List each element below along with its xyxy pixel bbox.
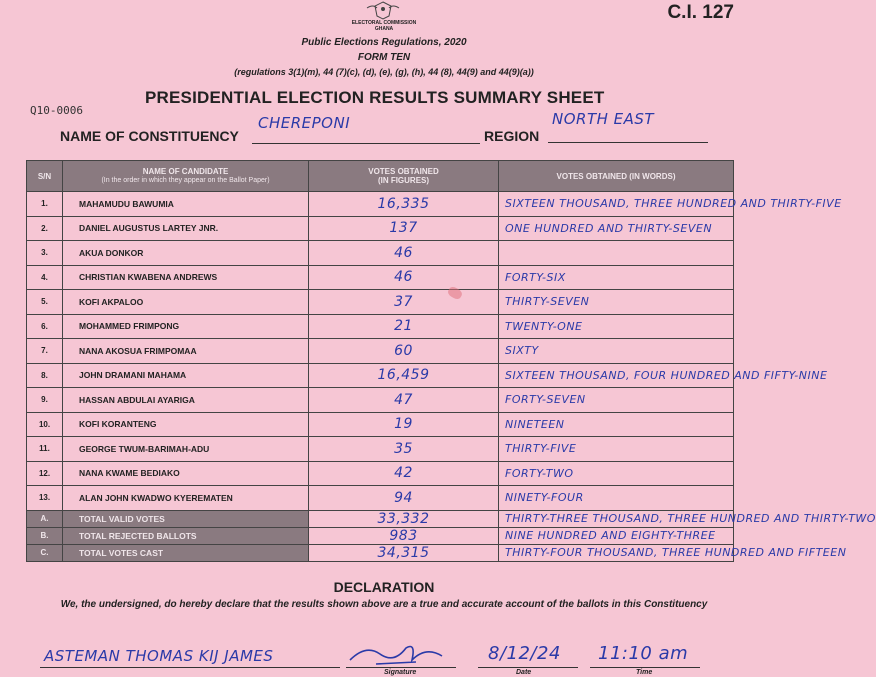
sheet-code: Q10-0006 bbox=[30, 104, 83, 117]
row-sn: 2. bbox=[27, 216, 63, 241]
votes-figures: 46 bbox=[309, 241, 499, 266]
votes-words: NINETY-FOUR bbox=[499, 486, 734, 511]
region-value: NORTH EAST bbox=[552, 110, 655, 128]
signature-label: Signature bbox=[384, 669, 417, 676]
row-sn: A. bbox=[27, 510, 63, 527]
votes-figures: 19 bbox=[309, 412, 499, 437]
total-row bbox=[27, 544, 734, 561]
col-sn: S/N bbox=[27, 161, 63, 192]
results-table bbox=[26, 160, 876, 562]
candidate-name: MAHAMUDU BAWUMIA bbox=[63, 192, 309, 217]
officer-name: ASTEMAN THOMAS KIJ JAMES bbox=[44, 647, 274, 665]
commission-name: ELECTORAL COMMISSION GHANA bbox=[351, 20, 417, 32]
table-row bbox=[27, 192, 734, 217]
row-sn: 12. bbox=[27, 461, 63, 486]
candidate-name: KOFI AKPALOO bbox=[63, 290, 309, 315]
candidate-name: KOFI KORANTENG bbox=[63, 412, 309, 437]
votes-words: FORTY-TWO bbox=[499, 461, 734, 486]
candidate-name: MOHAMMED FRIMPONG bbox=[63, 314, 309, 339]
row-sn: 10. bbox=[27, 412, 63, 437]
col-words: VOTES OBTAINED (IN WORDS) bbox=[499, 161, 734, 192]
table-row bbox=[27, 339, 734, 364]
name-line bbox=[40, 667, 340, 668]
votes-words: THIRTY-THREE THOUSAND, THREE HUNDRED AND THIRTY-TWO bbox=[499, 510, 734, 527]
date-line bbox=[478, 667, 578, 668]
votes-figures: 47 bbox=[309, 388, 499, 413]
candidate-name: TOTAL VOTES CAST bbox=[63, 544, 309, 561]
votes-figures: 983 bbox=[309, 527, 499, 544]
row-sn: 3. bbox=[27, 241, 63, 266]
votes-words: SIXTEEN THOUSAND, FOUR HUNDRED AND FIFTY-NINE bbox=[499, 363, 734, 388]
table-row bbox=[27, 265, 734, 290]
votes-figures: 16,335 bbox=[309, 192, 499, 217]
time-value: 11:10 am bbox=[598, 643, 689, 664]
votes-words: TWENTY-ONE bbox=[499, 314, 734, 339]
candidate-name: AKUA DONKOR bbox=[63, 241, 309, 266]
table-header bbox=[27, 161, 734, 192]
candidate-name: HASSAN ABDULAI AYARIGA bbox=[63, 388, 309, 413]
votes-words: SIXTY bbox=[499, 339, 734, 364]
table-row bbox=[27, 388, 734, 413]
votes-figures: 60 bbox=[309, 339, 499, 364]
row-sn: 4. bbox=[27, 265, 63, 290]
candidate-name: CHRISTIAN KWABENA ANDREWS bbox=[63, 265, 309, 290]
row-sn: B. bbox=[27, 527, 63, 544]
candidate-name: NANA AKOSUA FRIMPOMAA bbox=[63, 339, 309, 364]
row-sn: 8. bbox=[27, 363, 63, 388]
votes-words: THIRTY-FIVE bbox=[499, 437, 734, 462]
candidate-name: NANA KWAME BEDIAKO bbox=[63, 461, 309, 486]
table-row bbox=[27, 216, 734, 241]
votes-words: FORTY-SEVEN bbox=[499, 388, 734, 413]
votes-figures: 34,315 bbox=[309, 544, 499, 561]
votes-figures: 16,459 bbox=[309, 363, 499, 388]
row-sn: 1. bbox=[27, 192, 63, 217]
table-row bbox=[27, 314, 734, 339]
table-row bbox=[27, 412, 734, 437]
votes-words: FORTY-SIX bbox=[499, 265, 734, 290]
row-sn: 6. bbox=[27, 314, 63, 339]
row-sn: 13. bbox=[27, 486, 63, 511]
row-sn: 11. bbox=[27, 437, 63, 462]
candidate-name: GEORGE TWUM-BARIMAH-ADU bbox=[63, 437, 309, 462]
date-label: Date bbox=[516, 669, 532, 676]
votes-words: NINE HUNDRED AND EIGHTY-THREE bbox=[499, 527, 734, 544]
votes-words: ONE HUNDRED AND THIRTY-SEVEN bbox=[499, 216, 734, 241]
ci-number: C.I. 127 bbox=[667, 2, 734, 23]
table-row bbox=[27, 363, 734, 388]
votes-figures: 35 bbox=[309, 437, 499, 462]
votes-figures: 42 bbox=[309, 461, 499, 486]
time-line bbox=[590, 667, 700, 668]
date-value: 8/12/24 bbox=[488, 643, 561, 664]
form-label: FORM TEN bbox=[357, 52, 411, 63]
regulations-reference: (regulations 3(1)(m), 44 (7)(c), (d), (e), (g), (h), 44 (8), 44(9) and 44(9)(a)) bbox=[234, 67, 534, 77]
candidate-name: JOHN DRAMANI MAHAMA bbox=[63, 363, 309, 388]
table-row bbox=[27, 486, 734, 511]
declaration-text: We, the undersigned, do hereby declare that the results shown above are a true and accurate account of the ballots in this Constituency bbox=[60, 599, 708, 610]
sheet-title: PRESIDENTIAL ELECTION RESULTS SUMMARY SHEET bbox=[145, 88, 605, 107]
votes-figures: 137 bbox=[309, 216, 499, 241]
signature-line bbox=[346, 667, 456, 668]
regulation-title: Public Elections Regulations, 2020 bbox=[301, 37, 467, 48]
constituency-label: NAME OF CONSTITUENCY bbox=[60, 128, 239, 144]
votes-words: SIXTEEN THOUSAND, THREE HUNDRED AND THIRTY-FIVE bbox=[499, 192, 734, 217]
row-sn: 7. bbox=[27, 339, 63, 364]
candidate-name: DANIEL AUGUSTUS LARTEY JNR. bbox=[63, 216, 309, 241]
candidate-name: ALAN JOHN KWADWO KYEREMATEN bbox=[63, 486, 309, 511]
region-line bbox=[548, 142, 708, 143]
votes-words bbox=[499, 241, 734, 266]
candidate-name: TOTAL VALID VOTES bbox=[63, 510, 309, 527]
constituency-value: CHEREPONI bbox=[258, 114, 351, 132]
table-row bbox=[27, 290, 734, 315]
constituency-line bbox=[252, 143, 480, 144]
votes-figures: 37 bbox=[309, 290, 499, 315]
col-name: NAME OF CANDIDATE (In the order in which they appear on the Ballot Paper) bbox=[63, 161, 309, 192]
col-figures: VOTES OBTAINED (IN FIGURES) bbox=[309, 161, 499, 192]
row-sn: 9. bbox=[27, 388, 63, 413]
votes-words: NINETEEN bbox=[499, 412, 734, 437]
table-row bbox=[27, 461, 734, 486]
votes-words: THIRTY-FOUR THOUSAND, THREE HUNDRED AND FIFTEEN bbox=[499, 544, 734, 561]
table-row bbox=[27, 437, 734, 462]
row-sn: C. bbox=[27, 544, 63, 561]
declaration-title: DECLARATION bbox=[333, 579, 435, 595]
votes-figures: 94 bbox=[309, 486, 499, 511]
table-row bbox=[27, 241, 734, 266]
total-row bbox=[27, 527, 734, 544]
row-sn: 5. bbox=[27, 290, 63, 315]
total-row bbox=[27, 510, 734, 527]
candidate-name: TOTAL REJECTED BALLOTS bbox=[63, 527, 309, 544]
votes-figures: 46 bbox=[309, 265, 499, 290]
region-label: REGION bbox=[484, 128, 540, 144]
signature-icon bbox=[346, 636, 446, 670]
votes-words: THIRTY-SEVEN bbox=[499, 290, 734, 315]
votes-figures: 21 bbox=[309, 314, 499, 339]
time-label: Time bbox=[636, 669, 653, 676]
coat-of-arms-icon bbox=[353, 0, 413, 20]
votes-figures: 33,332 bbox=[309, 510, 499, 527]
